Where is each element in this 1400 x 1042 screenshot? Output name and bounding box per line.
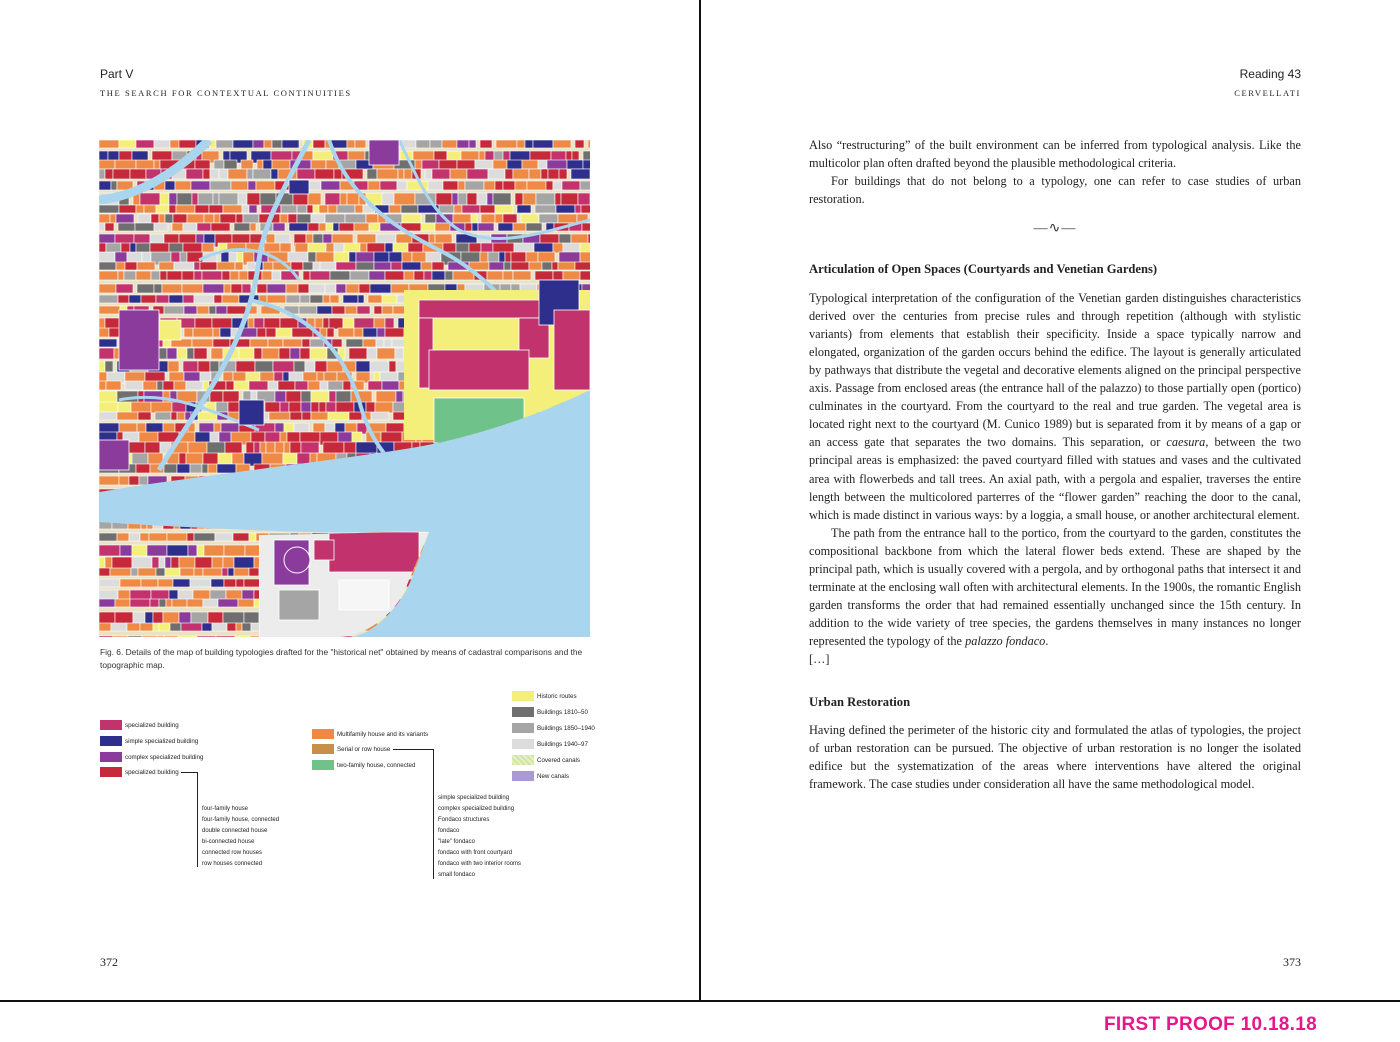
ellipsis: […] bbox=[809, 652, 830, 667]
legend-item: Buildings 1850–1940 bbox=[512, 723, 595, 733]
section-ornament: —∿— bbox=[1033, 221, 1077, 237]
paragraph: Also “restructuring” of the built environment can be inferred from typological analysis. Like the multicolor plan often drafted beyond the plausible methodological criteria. bbox=[809, 138, 1301, 171]
legend-swatch bbox=[312, 729, 334, 739]
tree-item: bi-connected house bbox=[202, 839, 255, 845]
legend-item: Multifamily house and its variants bbox=[312, 729, 428, 739]
map-illustration bbox=[99, 140, 590, 637]
tree-item: complex specialized building bbox=[438, 806, 515, 812]
legend-swatch bbox=[512, 691, 534, 701]
paragraph: For buildings that do not belong to a typology, one can refer to case studies of urban restoration. bbox=[809, 174, 1301, 207]
legend-swatch bbox=[512, 739, 534, 749]
tree-connector bbox=[433, 749, 434, 879]
tree-connector bbox=[197, 772, 198, 867]
legend-item: complex specialized building bbox=[100, 752, 203, 762]
legend-swatch bbox=[100, 720, 122, 730]
legend-item: Serial or row house bbox=[312, 744, 390, 754]
figure-caption: Fig. 6. Details of the map of building typologies drafted for the "historical net" obtained by means of cadastral comparisons and the topographic map. bbox=[100, 647, 583, 670]
running-head-section: THE SEARCH FOR CONTEXTUAL CONTINUITIES bbox=[100, 88, 352, 98]
section-heading: Articulation of Open Spaces (Courtyards and Venetian Gardens) bbox=[809, 262, 1158, 277]
legend-swatch bbox=[312, 744, 334, 754]
tree-item: "late" fondaco bbox=[438, 839, 475, 845]
legend-swatch bbox=[312, 760, 334, 770]
legend-item: Covered canals bbox=[512, 755, 580, 765]
legend-item: simple specialized building bbox=[100, 736, 198, 746]
tree-item: connected row houses bbox=[202, 850, 263, 856]
tree-item: fondaco bbox=[438, 828, 460, 834]
legend-swatch bbox=[512, 755, 534, 765]
building-typology-map bbox=[99, 140, 590, 637]
page-number: 373 bbox=[1283, 955, 1301, 969]
tree-item: four-family house, connected bbox=[202, 817, 280, 823]
right-page bbox=[701, 0, 1400, 1000]
legend-swatch bbox=[512, 771, 534, 781]
proof-stamp: FIRST PROOF 10.18.18 bbox=[1104, 1014, 1317, 1035]
tree-item: fondaco with two interior rooms bbox=[438, 861, 522, 867]
left-page bbox=[0, 0, 699, 1000]
tree-item: small fondaco bbox=[438, 872, 476, 878]
legend-item: Buildings 1810–50 bbox=[512, 707, 588, 717]
tree-item: fondaco with front courtyard bbox=[438, 850, 513, 856]
running-head-reading: Reading 43 bbox=[1239, 67, 1301, 81]
legend-swatch bbox=[512, 707, 534, 717]
page-number: 372 bbox=[100, 955, 118, 969]
running-head-part: Part V bbox=[100, 67, 134, 81]
paragraph: Having defined the perimeter of the historic city and formulated the atlas of typologies, the project of urban restoration can be pursued. The objective of urban restoration is no longer the isolated edifice but the systematization of the areas where interventions have altered the original framework. The case studies under consideration all have the same methodological model. bbox=[809, 722, 1301, 791]
paragraph: Typological interpretation of the configuration of the Venetian garden distinguishes characteristics derived over the centuries from precise rules and through repetition (although with stylistic variants) from elements that establish their specificity. Inside a space typically narrow and elongated, organization of the garden occurs behind the edifice. The layout is generally articulated by pathways that distribute the vegetal and decorative elements aligned on the principal perspective axis. Passage from enclosed areas (the entrance hall of the palazzo) to those partially open (portico) culminates in the courtyard. From the courtyard to the real and true garden. The vegetal area is located right next to the courtyard (M. Cunico 1989) but is separated from it by means of a gap or an access gate that separates the two domains. This separation, or caesura, between the two principal areas is emphasized: the paved courtyard filled with statues and vases and the cultivated area with flowerbeds and tall trees. An axial path, with a pergola and espalier, traverses the entire length between the multicolored parterres of the “flower garden” reaching the door to the canal, which is made distinct in various ways: by a loggia, a small house, or another architectural element. bbox=[809, 290, 1302, 522]
legend-item: New canals bbox=[512, 771, 569, 781]
tree-item: row houses connected bbox=[202, 861, 263, 867]
legend-item: specialized building bbox=[100, 720, 179, 730]
legend-swatch bbox=[512, 723, 534, 733]
legend-swatch bbox=[100, 736, 122, 746]
running-head-author: CERVELLATI bbox=[1234, 88, 1301, 98]
body-text bbox=[809, 136, 1301, 793]
legend-item: Buildings 1940–97 bbox=[512, 739, 588, 749]
tree-connector bbox=[181, 772, 197, 773]
tree-item: double connected house bbox=[202, 828, 268, 834]
tree-item: Fondaco structures bbox=[438, 817, 490, 823]
section-heading: Urban Restoration bbox=[809, 694, 911, 709]
legend-item: specialized building bbox=[100, 767, 179, 777]
tree-connector bbox=[393, 749, 433, 750]
legend-swatch bbox=[100, 752, 122, 762]
legend-item: two-family house, connected bbox=[312, 760, 415, 770]
tree-item: four-family house bbox=[202, 806, 249, 812]
legend-swatch bbox=[100, 767, 122, 777]
tree-item: simple specialized building bbox=[438, 795, 510, 801]
paragraph: The path from the entrance hall to the portico, from the courtyard to the garden, constitutes the compositional backbone from which the lateral flower beds extend. These are shaped by the principal path, which is usually covered with a pergola, and by orthogonal paths that intersect it and terminate at the enclosing wall often with architectural elements. In the 1900s, the romantic English garden transforms the order that had remained essentially unchanged since the 15th century. In addition to the wide variety of tree species, the gardens themselves in many instances no longer represented the typology of the palazzo fondaco. bbox=[809, 525, 1301, 649]
legend-item: Historic routes bbox=[512, 691, 577, 701]
